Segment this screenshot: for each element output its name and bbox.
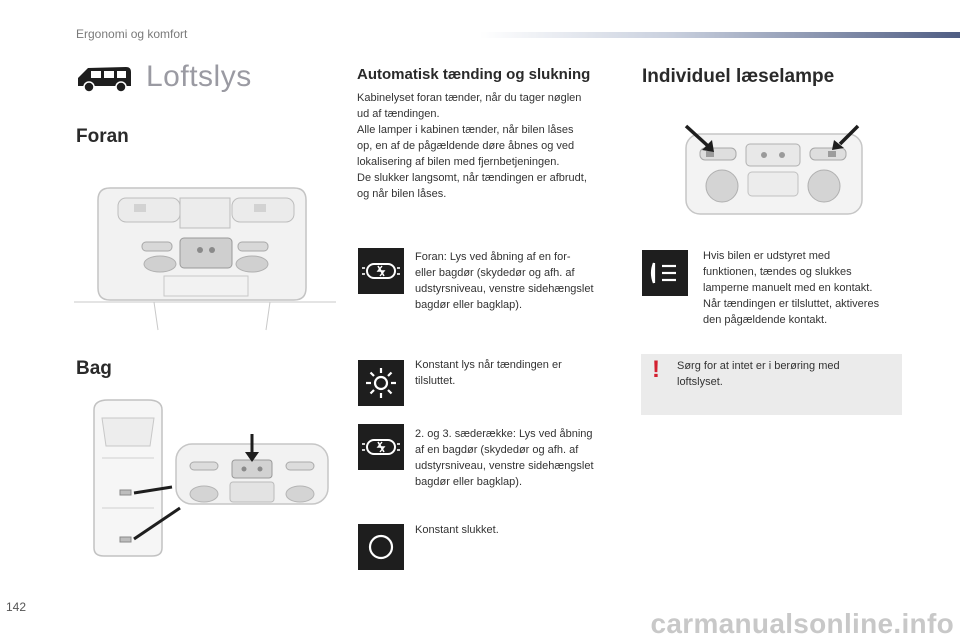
individual-description: Hvis bilen er udstyret med funktionen, tændes og slukkes lamperne manuelt med en kontakt. Når tændingen er tilsluttet, aktiveres den pågældende kontakt. [703, 250, 880, 326]
watermark-logo: carmanualsonline.info [650, 608, 954, 639]
door-light-icon [358, 424, 404, 470]
warning-icon: ! [652, 356, 660, 383]
front-ceiling-light-illustration [74, 170, 336, 332]
switch-item-text: Konstant slukket. [415, 524, 499, 536]
auto-heading: Automatisk tænding og slukning [357, 66, 591, 83]
door-light-icon [358, 248, 404, 294]
reading-lamp-illustration [672, 122, 872, 218]
switch-item-text: Foran: Lys ved åbning af en for- eller bagdør (skydedør og afh. af udstyrsniveau, venstre sidehængslet bagdør eller bagklap). [415, 251, 594, 311]
foran-heading: Foran [76, 126, 129, 147]
light-off-icon [358, 524, 404, 570]
header-bar [480, 32, 960, 38]
section-header: Ergonomi og komfort [76, 27, 188, 41]
van-icon [74, 64, 134, 94]
page-title: Loftslys [146, 60, 252, 93]
individual-heading: Individuel læselampe [642, 66, 835, 87]
rear-ceiling-light-illustration [84, 398, 334, 558]
auto-description: Kabinelyset foran tænder, når du tager nøglen ud af tændingen. Alle lamper i kabinen tænder, når bilen låses op, en af de pågældende døre åbnes og ved lokalisering af bilen med fjernbetjeningen. De slukker langsomt, når tændingen er afbrudt, og når bilen låses. [357, 92, 587, 200]
warning-text: Sørg for at intet er i berøring med loftslyset. [677, 360, 840, 388]
light-on-icon [358, 360, 404, 406]
bag-heading: Bag [76, 358, 112, 379]
switch-item-text: Konstant lys når tændingen er tilsluttet. [415, 359, 562, 387]
switch-item-text: 2. og 3. sæderække: Lys ved åbning af en bagdør (skydedør og afh. af udstyrsniveau, venstre sidehængslet bagdør eller bagklap). [415, 428, 594, 488]
page-number: 142 [6, 600, 27, 614]
reading-lamp-icon [642, 250, 688, 296]
